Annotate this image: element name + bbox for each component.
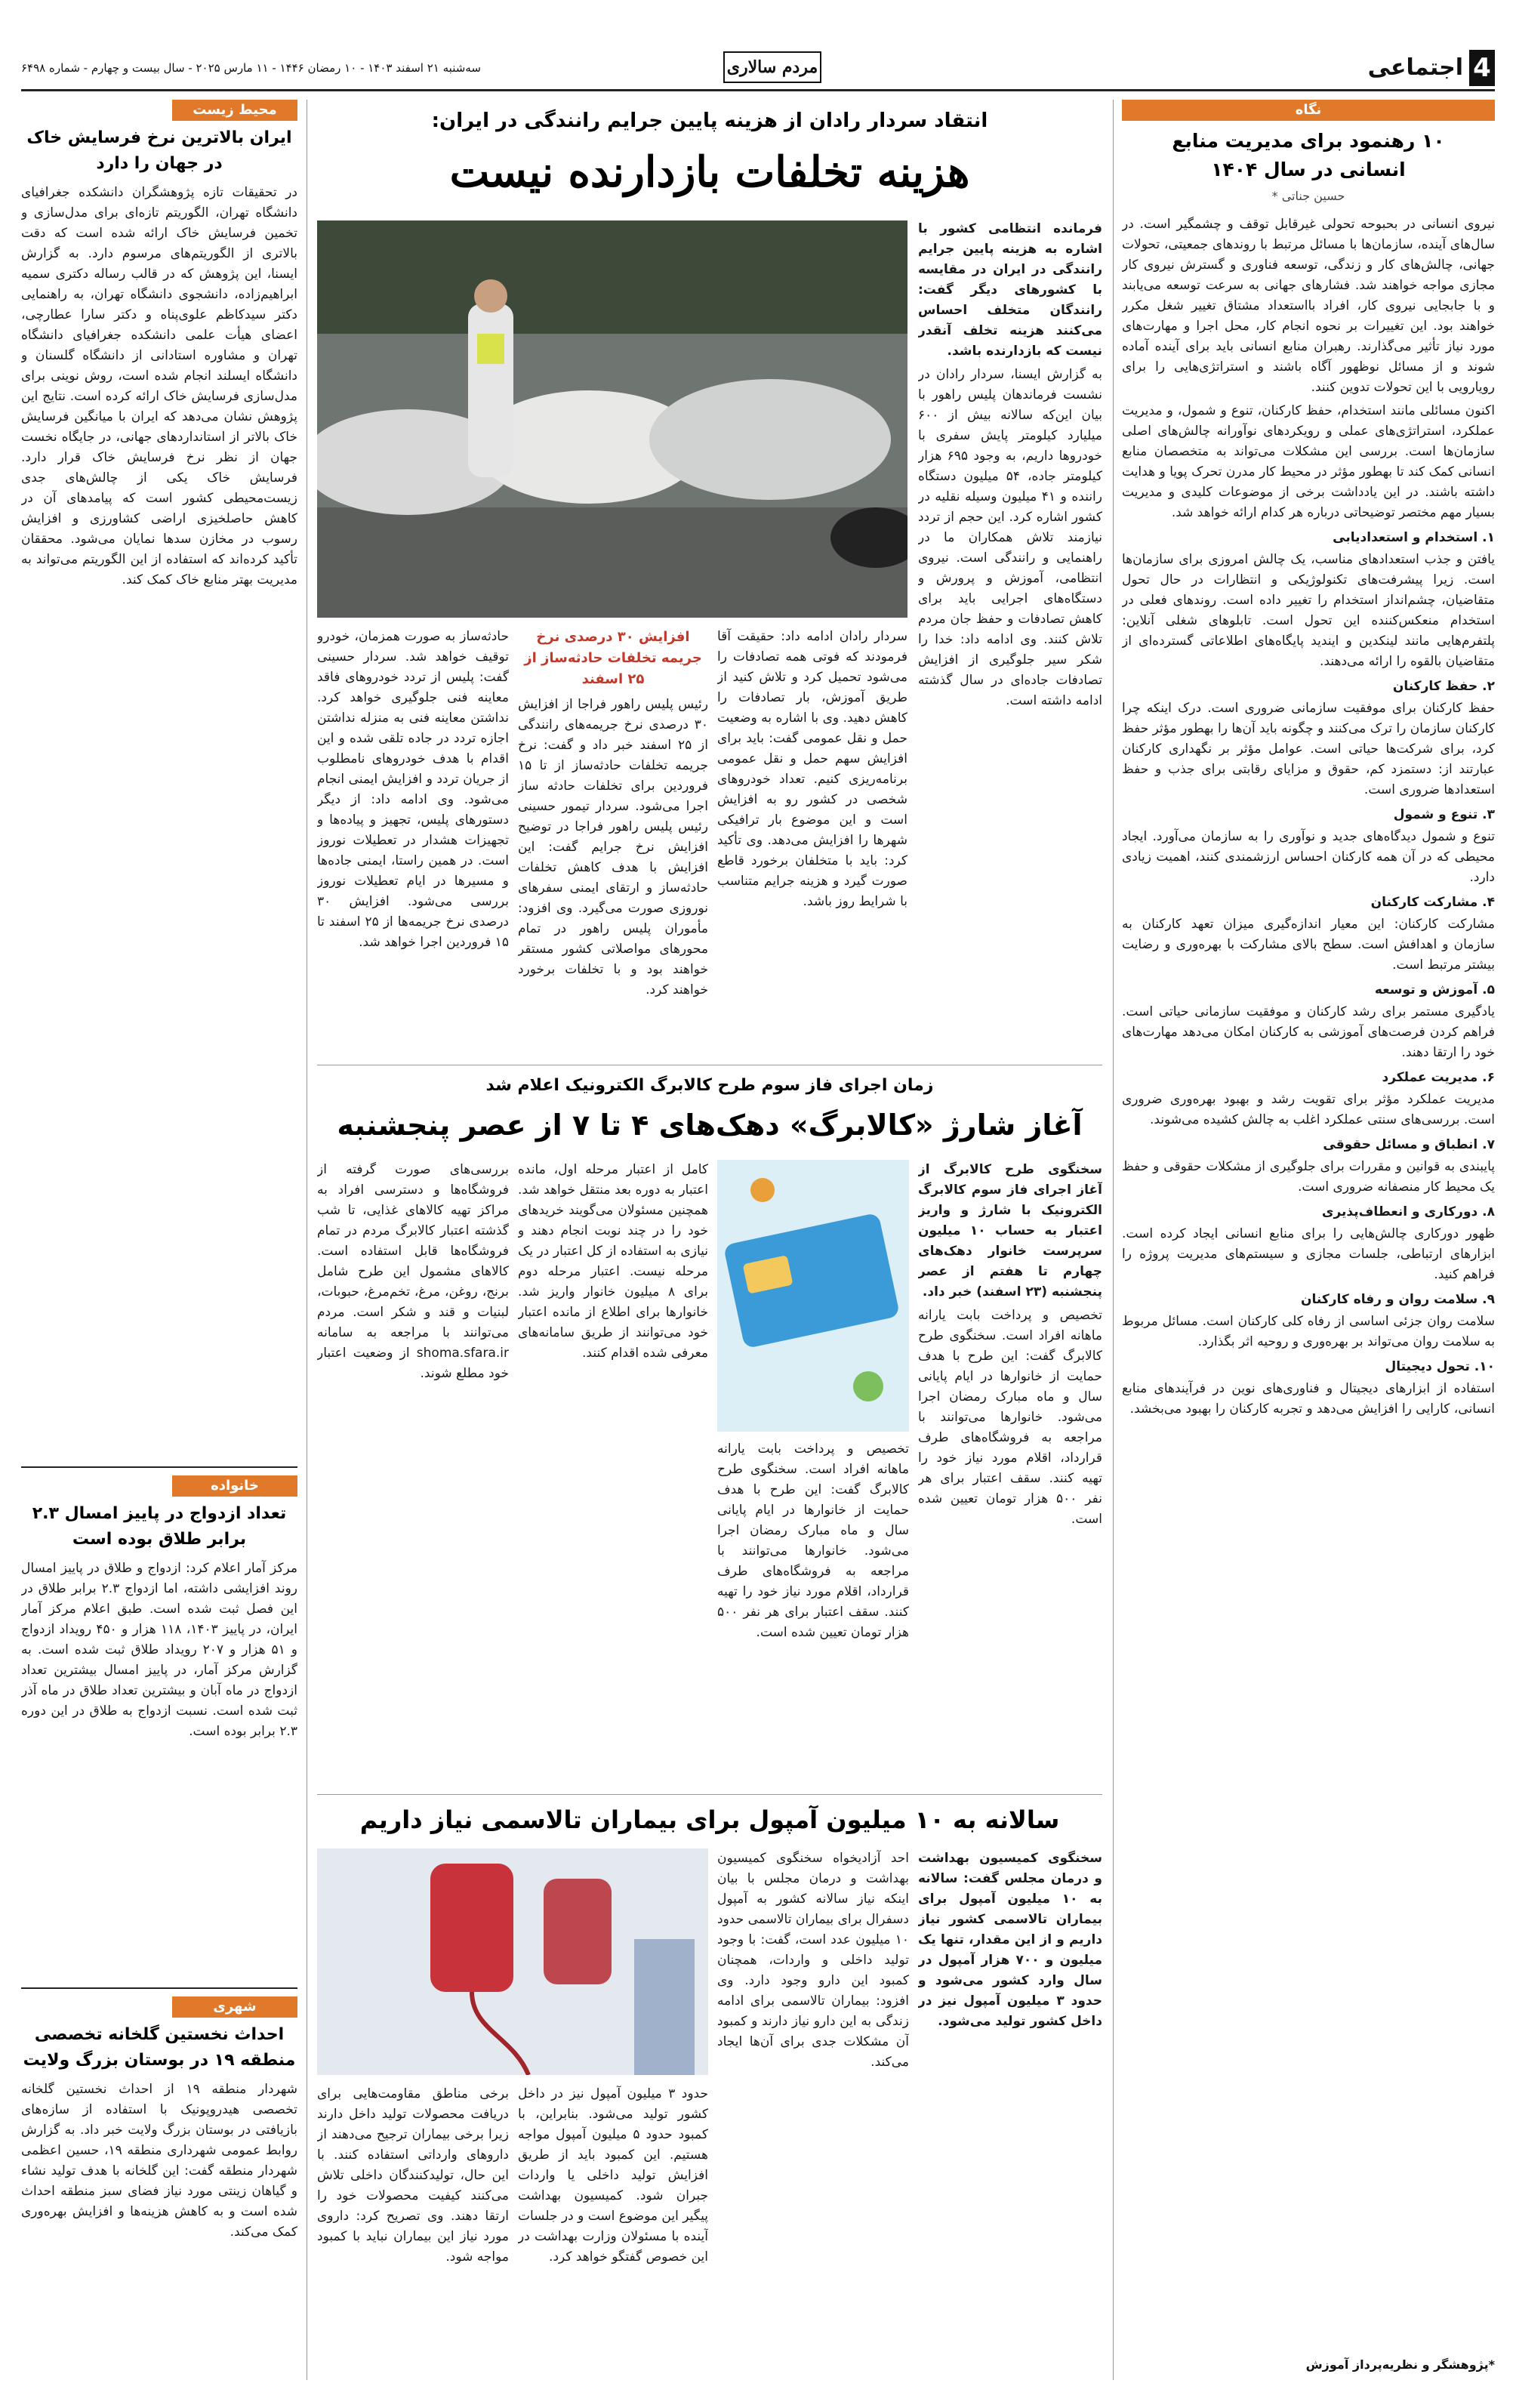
right-column [1122,100,1495,2372]
section-heading: ۴. مشارکت کارکنان [1370,895,1495,910]
family-title: تعداد ازدواج در پاییز امسال ۲.۳ برابر طلاق بوده است [32,1504,287,1549]
ampul-col4 [317,2084,509,2371]
ampul-headline: سالانه به ۱۰ میلیون آمپول برای بیماران تالاسمی نیاز داریم [359,1805,1060,1834]
paragraph: برخی مناطق مقاومت‌هایی برای دریافت محصولات تولید داخل دارند زیرا برخی بیماران ترجیح می‌دهند از داروهای وارداتی استفاده کنند. با این حال، تولیدکنندگان داخلی تلاش می‌کنند کیفیت محصولات خود را ارتقا دهند. وی تصریح کرد: داروی مورد نیاز این بیماران نباید با کمبود مواجه شود. [317,2086,509,2265]
card-illustration [717,1160,909,1432]
article-body [1122,214,1495,2329]
urban-title: احداث نخستین گلخانه تخصصی منطقه ۱۹ در بوستان بزرگ ولایت [23,2025,296,2070]
section-heading: ۱. استخدام و استعدادیابی [1333,530,1495,545]
kalabarg-col2 [518,1160,708,1787]
paragraph: بررسی‌های صورت گرفته از فروشگاه‌ها و دسترسی افراد به مراکز تهیه کالاهای غذایی، تا شب گذشته اعتبار کالابرگ مردم در تمام فروشگاه‌ها قابل استفاده است. کالاهای مشمول این طرح شامل برنج، روغن، مرغ، تخم‌مرغ، حبوبات، لبنیات و قند و شکر است. مردم می‌توانند با مراجعه به سامانه shoma.sfara.ir از وضعیت اعتبار خود مطلع شوند. [317,1162,509,1381]
main-lead [918,219,1102,1057]
section-heading: ۷. انطباق و مسائل حقوقی [1323,1137,1495,1152]
section-divider [317,1794,1102,1795]
page-number: 4 [1469,50,1495,86]
section-heading: ۱۰. تحول دیجیتال [1385,1359,1495,1374]
kalabarg-col3 [317,1160,509,1787]
paragraph: حادثه‌ساز به صورت همزمان، خودرو توقیف خواهد شد. سردار حسینی گفت: پلیس از تردد خودروهای فاقد معاینه فنی جلوگیری خواهد کرد. نداشتن معاینه فنی به منزله نداشتن اجازه تردد در جاده تلقی شده و این اقدام با هدف خودروهای نامطلوب از جریان تردد و افزایش ایمنی انجام می‌شود. وی ادامه داد: از دیگر دستورهای پلیس، تجهیز و پیاده‌ها و تجهیزات هشدار در تعطیلات نوروز است. در همین راستا، ایمنی جاده‌ها و مسیرها در ایام تعطیلات نوروز بررسی می‌شود. افزایش ۳۰ درصدی نرخ جریمه‌ها از ۲۵ اسفند تا ۱۵ فروردین اجرا خواهد شد. [317,629,509,950]
paragraph: تخصیص و پرداخت بابت یارانه ماهانه افراد است. سخنگوی طرح کالابرگ گفت: این طرح با هدف حمایت از خانوارها در ایام پایانی سال و ماه مبارک رمضان اجرا می‌شود. خانوارها می‌توانند با مراجعه به فروشگاه‌های طرف قرارداد، اقلام مورد نیاز خود را تهیه کنند. سقف اعتبار برای هر نفر ۵۰۰ هزار تومان تعیین شده است. [717,1441,909,1640]
main-kicker: انتقاد سردار رادان از هزینه پایین جرایم رانندگی در ایران: [431,109,988,132]
newspaper-logo: مردم سالاری [723,51,821,83]
column-tag: نگاه [1122,100,1495,121]
article-author: حسین جناتی * [1271,189,1345,203]
dateline: سه‌شنبه ۲۱ اسفند ۱۴۰۳ - ۱۰ رمضان ۱۴۴۶ - ۱۱ مارس ۲۰۲۵ - سال بیست و چهارم - شماره ۶۴۹۸ [21,61,481,75]
paragraph: به گزارش ایسنا، سردار رادان در نشست فرماندهان پلیس راهور با بیان این‌که سالانه بیش از ۶۰۰ میلیارد کیلومتر پایش سفری با خودروها داریم، به وجود ۶۹۵ هزار کیلومتر جاده، ۵۴ میلیون دستگاه راننده و ۴۱ میلیون وسیله نقلیه در کشور اشاره کرد. این حجم از تردد نیازمند تلاش همکاران ما در راهنمایی و رانندگی است. نیروی انتظامی، آموزش و پرورش و دستگاه‌های اجرایی باید برای کاهش تصادفات و حفظ جان مردم تلاش کنند. وی ادامه داد: خدا را شکر سیر جلوگیری از افزایش تصادفات جاده‌ای در سال گذشته ادامه داشته است. [918,367,1102,708]
blood-transfusion-illustration [317,1848,708,2075]
main-col4 [317,627,509,1057]
lead-paragraph: سخنگوی کمیسیون بهداشت و درمان مجلس گفت: سالانه به ۱۰ میلیون آمپول برای بیماران تالاسمی کشور نیاز داریم و از این مقدار، تنها یک میلیون و ۷۰۰ هزار آمپول در سال وارد کشور می‌شود و حدود ۳ میلیون آمپول نیز در داخل کشور تولید می‌شود. [918,1851,1102,2029]
main-col3: رئیس پلیس راهور فراجا از افزایش ۳۰ درصدی نرخ جریمه‌های رانندگی از ۲۵ اسفند خبر داد و گفت: نرخ جریمه تخلفات حادثه‌ساز از تا ۱۵ فروردین برای تخلفات حادثه ساز اجرا می‌شود. سردار تیمور حسینی رئیس پلیس راهور فراجا در توضیح افزایش نرخ جرایم گفت: این افزایش با هدف کاهش تخلفات حادثه‌ساز و ارتقای ایمنی سفرهای نوروزی صورت می‌گیرد. وی افزود: مأموران پلیس راهور در تمام محورهای مواصلاتی کشور مستقر خواهند بود و با تخلفات برخورد خواهند کرد. [518,697,708,997]
section-tag-urban: شهری [172,1996,297,2018]
street-scene-illustration [317,220,907,618]
ampul-col1 [717,1848,909,2369]
paragraph: حفظ کارکنان برای موفقیت سازمانی ضروری است. درک اینکه چرا کارکنان سازمان را ترک می‌کنند و چگونه باید آن‌ها را بهطور مؤثر حفظ کرد، برای شرکت‌ها حیاتی است. عوامل مؤثر بر نگهداری کارکنان عبارتند از: دستمزد کم، حقوق و مزایای رقابتی برای جذب و حفظ استعدادها ضروری است. [1122,701,1495,797]
ampul-lead [918,1848,1102,2369]
kalabarg-headline: آغاز شارژ «کالابرگ» دهک‌های ۴ تا ۷ از عصر پنجشنبه [337,1108,1083,1142]
section-name: اجتماعی [1367,54,1463,81]
section-heading: ۵. آموزش و توسعه [1374,982,1495,997]
paragraph: استفاده از ابزارهای دیجیتال و فناوری‌های نوین در فرآیندهای منابع انسانی، کارایی را افزایش می‌دهد و تجربه کارکنان را بهبود می‌بخشد. [1122,1381,1495,1417]
paragraph: اکنون مسائلی مانند استخدام، حفظ کارکنان، تنوع و شمول، و مدیریت عملکرد، استراتژی‌های عملی و رویکردهای نوآورانه چالش‌های اصلی سازمان‌ها است. بررسی این مشکلات می‌تواند به متخصصان منابع انسانی کمک کند تا بهطور مؤثر در محیط کار مدرن تحرک پویا و هدایت داشته باشند. در این یادداشت برخی از موضوعات کلیدی و مدیریت بسیار مهم مختصر توضیحاتی درباره هر کدام ارائه خواهد شد. [1122,403,1495,520]
paragraph: سلامت روان جزئی اساسی از رفاه کلی کارکنان است. مسائل مربوط به سلامت روان می‌تواند بر بهره‌وری و روحیه اثر بگذارد. [1122,1314,1495,1349]
section-heading: ۹. سلامت روان و رفاه کارکنان [1301,1292,1495,1307]
paragraph: یافتن و جذب استعدادهای مناسب، یک چالش امروزی برای سازمان‌ها است. زیرا پیشرفت‌های تکنولوژیکی و انتظارات در حال تحول متقاضیان، چشم‌انداز استخدام را تغییر داده است. روندهای فعلی در استخدام منعکس‌کننده این تحول است. تابلوهای شغلی آنلاین: پلتفرم‌هایی مانند لینکدین و ایندید پایگاه‌های اطلاعاتی گسترده‌ای از متقاضیان بالقوه را ارائه می‌دهند. [1122,552,1495,669]
paragraph: نیروی انسانی در بحبوحه تحولی غیرقابل توقف و چشمگیر است. در سال‌های آینده، سازمان‌ها با مسائل مرتبط با روندهای جمعیتی، تحولات جهانی، چالش‌های کار و زندگی، توسعه فناوری و گسترش نیروی کار مجازی مواجه خواهند شد. فشارهای جهانی به سرعت توسعه می‌یابند و با جابجایی نیروی کار، افراد بااستعداد مشتاق تغییر شغل مکرر خواهند بود. این تغییرات بر نحوه انجام کار، محل اجرا و مهارت‌های مورد نیاز تأثیر می‌گذارند. رهبران منابع انسانی باید برای آینده آماده شوند و از مسائل نوظهور آگاه باشند و استراتژی‌هایی را برای رویارویی با این تحولات تدوین کنند. [1122,217,1495,395]
paragraph: حدود ۳ میلیون آمپول نیز در داخل کشور تولید می‌شود. بنابراین، با کمبود حدود ۵ میلیون آمپول مواجه هستیم. این کمبود باید از طریق افزایش تولید داخلی یا واردات جبران شود. کمیسیون بهداشت پیگیر این موضوع است و در جلسات آینده با مسئولان وزارت بهداشت در این خصوص گفتگو خواهد کرد. [518,2086,708,2265]
paragraph: احد آزادیخواه سخنگوی کمیسیون بهداشت و درمان مجلس با بیان اینکه نیاز سالانه کشور به آمپول دسفرال برای بیماران تالاسمی حدود ۱۰ میلیون عدد است، گفت: با وجود تولید داخلی و واردات، همچنان کمبود این دارو وجود دارد. وی افزود: بیماران تالاسمی برای ادامه زندگی به این دارو نیاز دارند و کمبود آن مشکلات جدی برای آن‌ها ایجاد می‌کند. [717,1851,909,2070]
kalabarg-kicker: زمان اجرای فاز سوم طرح کالابرگ الکترونیک اعلام شد [485,1076,934,1095]
traffic-police-photo [317,220,907,618]
paragraph: تنوع و شمول دیدگاه‌های جدید و نوآوری را به سازمان می‌آورد. ایجاد محیطی که در آن همه کارکنان احساس ارزشمندی کنند، اهمیت زیادی دارد. [1122,829,1495,885]
paragraph: مدیریت عملکرد مؤثر برای تقویت رشد و بهبود بهره‌وری ضروری است. بررسی‌های سنتی عملکرد اغلب به چالش کشیده می‌شوند. [1122,1092,1495,1127]
section-tag-environment: محیط زیست [172,100,297,121]
fine-increase-box [518,627,708,1057]
pull-quote: افزایش ۳۰ درصدی نرخ جریمه تخلفات حادثه‌ساز از ۲۵ اسفند [524,629,702,687]
section-heading: ۳. تنوع و شمول [1393,807,1495,822]
urban-body: شهردار منطقه ۱۹ از احداث نخستین گلخانه تخصصی هیدروپونیک با استفاده از سازه‌های بازیافتی در بوستان بزرگ ولایت خبر داد. به گزارش روابط عمومی شهرداری منطقه ۱۹، حسین اعظمی شهردار منطقه گفت: این گلخانه با هدف تولید نشاء و گیاهان زینتی مورد نیاز فضای سبز منطقه احداث شده است و به کاهش هزینه‌ها و افزایش بهره‌وری کمک می‌کند. [21,2082,297,2240]
environment-title: ایران بالاترین نرخ فرسایش خاک در جهان را دارد [26,128,292,173]
column-divider [1113,100,1114,2380]
ampul-col3 [518,2084,708,2371]
ampul-col2 [717,1848,718,1849]
kalabarg-card-photo [717,1160,909,1432]
kalabarg-col1 [717,1439,909,1787]
section-heading: ۲. حفظ کارکنان [1392,679,1495,694]
page-header [21,45,1495,91]
paragraph: سردار رادان ادامه داد: حقیقت آقا فرمودند که فوتی همه تصادفات را می‌شود تحمیل کرد و تلاش کنید از طریق آموزش، بار تصادفات را کاهش دهید. وی با اشاره به وضعیت حمل و نقل عمومی گفت: باید برای افزایش سهم حمل و نقل عمومی برنامه‌ریزی کنیم. تعداد خودروهای شخصی در کشور رو به افزایش است و این موضوع بار ترافیکی شهرها را افزایش می‌دهد. وی تأکید کرد: باید با متخلفان برخورد قاطع صورت گیرد و هزینه جرایم متناسب با شرایط روز باشد. [717,629,907,909]
family-body: مرکز آمار اعلام کرد: ازدواج و طلاق در پاییز امسال روند افزایشی داشته، اما ازدواج ۲.۳ برابر طلاق در این فصل ثبت شده است. طبق اعلام مرکز آمار ایران، در پاییز ۱۴۰۳، ۱۱۸ هزار و ۴۵۰ رویداد ازدواج و ۵۱ هزار و ۲۰۷ رویداد طلاق ثبت شده است. به گزارش مرکز آمار، در پاییز امسال بیشترین تعداد ازدواج در ماه آبان و بیشترین تعداد طلاق در ماه آذر ثبت شده است. نسبت ازدواج به طلاق در این دوره ۲.۳ برابر بوده است. [21,1561,297,1739]
main-headline: هزینه تخلفات بازدارنده نیست [449,147,970,197]
paragraph: تخصیص و پرداخت بابت یارانه ماهانه افراد است. سخنگوی طرح کالابرگ گفت: این طرح با هدف حمایت از خانوارها در ایام پایانی سال و ماه مبارک رمضان اجرا می‌شود. خانوارها می‌توانند با مراجعه به فروشگاه‌های طرف قرارداد، اقلام مورد نیاز خود را تهیه کنند. سقف اعتبار برای هر نفر ۵۰۰ هزار تومان تعیین شده است. [918,1308,1102,1527]
article-title: ۱۰ رهنمود برای مدیریت منابع انسانی در سال ۱۴۰۴ [1172,130,1445,180]
box-rule [21,1466,297,1468]
lead-paragraph: سخنگوی طرح کالابرگ از آغاز اجرای فاز سوم کالابرگ الکترونیک با شارژ و واریز اعتبار به حساب ۱۰ میلیون سرپرست خانوار دهک‌های چهارم تا هفتم از عصر پنجشنبه (۲۳ اسفند) خبر داد. [918,1162,1102,1300]
kalabarg-lead [918,1160,1102,1787]
lead-paragraph: فرمانده انتظامی کشور با اشاره به هزینه پایین جرایم رانندگی در ایران در مقایسه با کشورهای دیگر گفت: رانندگان متخلف احساس می‌کنند هزینه تخلف آنقدر نیست که بازدارنده باشد. [918,221,1102,359]
section-heading: ۸. دورکاری و انعطاف‌پذیری [1321,1204,1495,1219]
paragraph: کامل از اعتبار مرحله اول، مانده اعتبار به دوره بعد منتقل خواهد شد. همچنین مسئولان می‌گویند خریدهای خود را در چند نوبت انجام دهند و نیازی به استفاده از کل اعتبار در یک مرحله نیست. اعتبار مرحله دوم برای ۸ میلیون خانوار واریز شد. خانوارها برای اطلاع از مانده اعتبار خود می‌توانند از طریق سامانه‌های معرفی شده اقدام کنند. [518,1162,708,1361]
paragraph: ظهور دورکاری چالش‌هایی را برای منابع انسانی ایجاد کرده است. ابزارهای ارتباطی، جلسات مجازی و سیستم‌های مدیریت پروژه را فراهم کنید. [1122,1226,1495,1282]
paragraph: مشارکت کارکنان: این معیار اندازه‌گیری میزان تعهد کارکنان به سازمان و اهدافش است. سطح بالای مشارکت با بهره‌وری و رضایت بیشتر مرتبط است. [1122,917,1495,973]
paragraph: پایبندی به قوانین و مقررات برای جلوگیری از مشکلات حقوقی و حفظ یک محیط کار منصفانه ضروری است. [1122,1159,1495,1195]
main-col2 [717,627,907,1057]
box-rule [21,1987,297,1989]
section-heading: ۶. مدیریت عملکرد [1382,1070,1495,1085]
environment-body: در تحقیقات تازه پژوهشگران دانشکده جغرافیای دانشگاه تهران، الگوریتم تازه‌ای برای مدل‌سازی و تخمین فرسایش خاک ارائه شده است که دقت بالاتری از الگوریتم‌های مرسوم دارد. به گزارش ایسنا، این پژوهش که در قالب رساله دکتری سمیه ابراهیم‌زاده، دانشجوی دانشگاه تهران، به راهنمایی دکتر سیدکاظم علوی‌پناه و دکتر سارا عطارچی، اعضای هیأت علمی دانشکده جغرافیای دانشگاه تهران و مشاوره استادانی از دانشگاه گلسنان و دانشگاه ایسلند انجام شده است، روش نوینی برای مدل‌سازی فرسایش خاک ارائه کرده است. نتایج این پژوهش نشان می‌دهد که ایران با میانگین فرسایش خاک بالاتر از استانداردهای جهانی، در جایگاه نخست جهان از نظر نرخ فرسایش خاک قرار دارد. فرسایش خاک یکی از چالش‌های جدی زیست‌محیطی کشور است که پیامدهای آن در کاهش حاصلخیزی اراضی کشاورزی و افزایش رسوب در مخازن سدها نمایان می‌شود. محققان تأکید کرده‌اند که استفاده از این الگوریتم می‌تواند به مدیریت بهتر منابع خاک کمک کند. [21,185,297,587]
section-tag-family: خانواده [172,1475,297,1497]
paragraph: یادگیری مستمر برای رشد کارکنان و موفقیت سازمانی حیاتی است. فراهم کردن فرصت‌های آموزشی به کارکنان امکان می‌دهد مهارت‌های خود را ارتقا دهند. [1122,1004,1495,1060]
header-rule [21,89,1495,91]
blood-bag-photo [317,1848,708,2075]
author-footnote: *پژوهشگر و نظریه‌پرداز آموزش [1305,2357,1495,2372]
left-column [21,100,297,2380]
